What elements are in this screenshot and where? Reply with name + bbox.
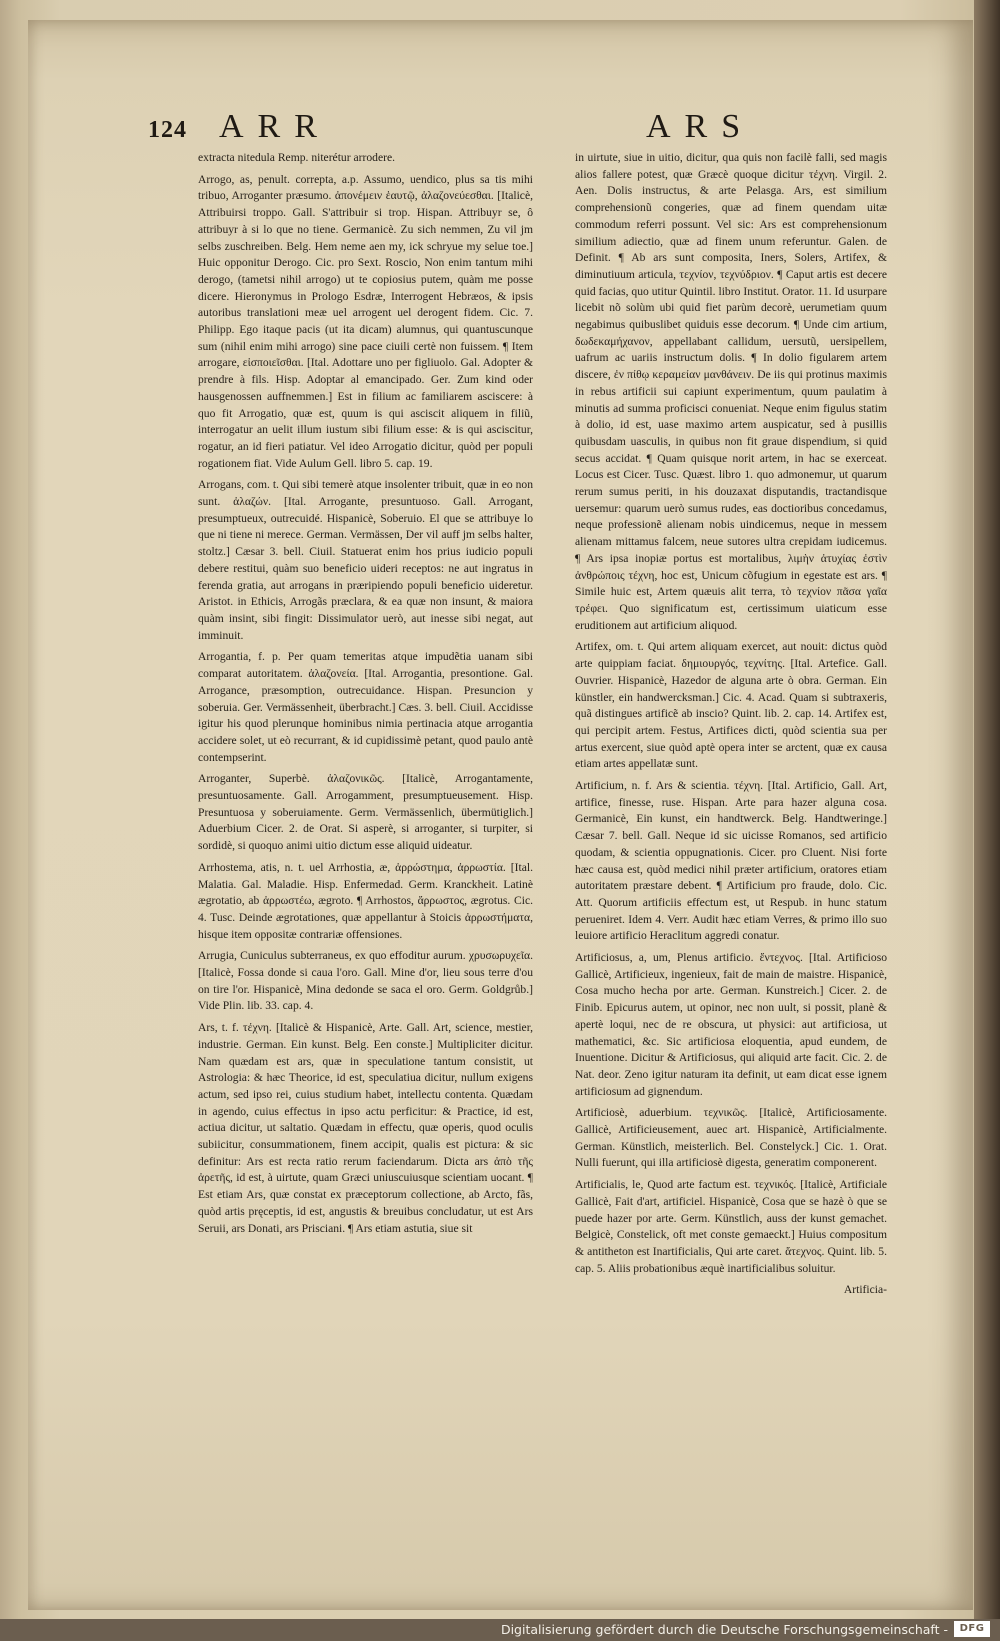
- dfg-logo: DFG: [954, 1621, 990, 1637]
- page-number: 124: [148, 117, 187, 143]
- dictionary-entry: Artificiosus, a, um, Plenus artificio. ἔντεχνος. [Ital. Artificioso Gallicè, Artificieux, ingenieux, fait de main de maistre. Hispanicè, Cosa mucho hecha por arte. German. Kunstreich.] Cicer. 2. de Finib. Epicurus autem, ut opinor, nec non uult, si possit, planè & apertè loqui, nec de re obscura, ut physici: aut artificiosa, ut mathematici, &c. Sic artificiosa eloquentia, apud eundem, de Inuentione. Dicitur & Artificiosus, qui aliquid arte facit. Cic. 2. de Nat. deor. Zeno igitur naturam ita definit, ut eam dicat esse ignem artificiosum ad gignendum.: [575, 951, 887, 1098]
- dictionary-entry: Arrogo, as, penult. correpta, a.p. Assumo, uendico, plus sa tis mihi tribuo, Arroganter præsumo. ἀπονέμειν ἑαυτῷ, ἀλαζονεύεσθαι. [Italicè, Attribuirsi troppo. Gall. S'attribuir si trop. Hispan. Attribuyr se, ô attribuyr à si lo que no tiene. Germanicè. Zu sich nemmen, Zu vil jm selbs zuschreiben. Belg. Hem neme aen my, ick schryue my selue toe.] Huic opponitur Derogo. Cic. pro Sext. Roscio, Non enim tantum mihi derogo, (tametsi nihil arrogo) ut te copiosius putem, quàm me posse dicere. Hieronymus in Prologo Esdræ, Interrogent Hebræos, & ipsis autoribus translationi meæ uel arrogent uel derogent fidem. Cic. 7. Philipp. Ego itaque pacis (ut ita dicam) alumnus, qui quantuscunque sum (nihil enim mihi arrogo) sine pace ciuili certè non fuissem. ¶ Item arrogare, εἰσποιεῖσθαι. [Ital. Adottare uno per figliuolo. Gal. Adopter & prendre à fils. Hisp. Adoptar al emancipado. Ger. Zum kind oder hausgenossen auffnemmen.] Est in filium ac familiarem asciscere: à quo fit Arrogatio, quæ est, quum is qui asciscit aliquem in filiũ, interrogatur an uelit illum iustum sibi filium esse: & is qui asciscitur, rogatur, an id fieri patiatur. Vel ideo Arrogatio dicitur, quòd per populi rogationem fiat. Vide Aulum Gell. libro 5. cap. 19.: [198, 172, 533, 470]
- left-header: [148, 108, 331, 146]
- right-column: [575, 150, 887, 1311]
- dictionary-entry: Arrogans, com. t. Qui sibi temerè atque insolenter tribuit, quæ in eo non sunt. ἀλαζών. [Ital. Arrogante, presuntuoso. Gall. Arrogant, presumptueux, outrecuidé. Hispanicè, Soberuio. El que se attribuye lo que ni tiene ni merece. German. Vermässen, Der vil auff jm selbs halter, stoltz.] Cæsar 3. bell. Ciuil. Statuerat enim hos prius iudicio populi debere restitui, quàm suo beneficio uideri receptos: ne aut ingratus in ferenda gratia, aut arrogans in præripiendo populi beneficio uideretur. Aristot. in Ethicis, Arrogãs præclara, & ea quæ non insunt, & maiora quàm insint, sibi fingit: Dissimulator uerò, aut inesse sibi negat, aut imminuit.: [198, 478, 533, 642]
- dictionary-entry: Artifex, om. t. Qui artem aliquam exercet, aut nouit: dictus quòd arte quippiam faciat. δημιουργός, τεχνίτης. [Ital. Artefice. Gall. Ouvrier. Hispanicè, Hazedor de alguna arte ò obra. German. Ein künstler, ein handwercksman.] Cic. 4. Acad. Quam si subtraxeris, quã distingues artificẽ ab inscio? Quint. lib. 2. cap. 14. Artifex est, qui percipit artem. Festus, Artifices dicti, quòd scientia sua per artus exercent, siue quòd aptè opera inter se arctent, quæ ex causa etiam artes appellatæ sunt.: [575, 640, 887, 771]
- dictionary-entry: extracta nitedula Remp. niterétur arrodere.: [198, 151, 395, 164]
- dictionary-entry: Artificialis, le, Quod arte factum est. τεχνικός. [Italicè, Artificiale Gallicè, Fait d'art, artificiel. Hispanicè, Cosa que se hazè ò que se puede hazer por arte. Germ. Künstlich, auss der kunst gemachet. Belgicè, Constelick, oft met conste gemaeckt.] Huius compositum & antitheton est Inartificialis, Qui arte caret. ἄτεχνος. Quint. lib. 5. cap. 5. Aliis probationibus æquè inartificialibus soluitur.: [575, 1178, 887, 1275]
- right-header: [646, 108, 754, 146]
- running-head-right: ARS: [646, 108, 755, 145]
- catchword: Artificia-: [843, 1283, 887, 1297]
- book-spine-shadow: [974, 0, 1000, 1641]
- dictionary-entry: Artificium, n. f. Ars & scientia. τέχνη. [Ital. Artificio, Gall. Art, artifice, finesse, ruse. Hispan. Arte para hazer alguna cosa. Germanicè, Ein kunst, ein handtwerck. Belg. Handtweringe.] Cæsar 7. bell. Gall. Neque id sic uicisse Romanos, sed artificio quodam, & scientia oppugnationis. Cicer. pro Cluent. Nisi forte hæc causa est, quòd medici nihil præter artificium, oratores etiam autoritatem præstare debent. ¶ Artificium pro fraude, dolo. Cic. Att. Quorum artificiis effectum est, ut Respub. in hunc statum perueniret. Idem 4. Verr. Audit hæc etiam Verres, & primo illo suo leuiore artificio Heraclitum aggredi conatur.: [575, 779, 887, 943]
- running-head-left: ARR: [219, 108, 331, 145]
- dictionary-entry: Arrugia, Cuniculus subterraneus, ex quo effoditur aurum. χρυσωρυχεῖα. [Italicè, Fossa donde si caua l'oro. Gall. Mine d'or, lieu sous terre d'ou on tire l'or. Hispanicè, Mina dedonde se saca el oro. Germ. Goldgrůb.] Vide Plin. lib. 33. cap. 4.: [198, 949, 533, 1013]
- left-column: [198, 150, 533, 1242]
- dictionary-entry: Arrogantia, f. p. Per quam temeritas atque impudẽtia uanam sibi comparat autoritatem. ἀλαζονεία. [Ital. Arrogantia, presontione. Gal. Arrogance, præsomption, outrecuidance. Hispan. Presuncion y soberuia. Ger. Vermässenheit, überbracht.] Cæs. 3. bell. Ciuil. Accidisse igitur his quod plerunque hominibus nimia pertinacia atque arrogantia accidere solet, ut eò recurrant, & id cupidissimè petant, quod paulo antè contempserint.: [198, 650, 533, 764]
- dictionary-entry: Ars, t. f. τέχνη. [Italicè & Hispanicè, Arte. Gall. Art, science, mestier, industrie. German. Ein kunst. Belg. Een conste.] Multipliciter dicitur. Nam quædam est ars, quæ in speculatione tantum consistit, ut Astrologia: & hæc Theorice, id est, speculatiua dicitur, nullum exigens actum, sed ipso rei, cuius studium habet, intellectu contenta. Quædam in agendo, cuius effectus in ipso actu perficitur: & Practice, id est, actiua dicitur, ut saltatio. Quædam in effectu, quæ operis, quod oculis subiicitur, consummationem, finem accipit, qualis est pictura: & sic definitur: Ars est recta ratio rerum faciendarum. Dicta ars ἀπὸ τῆς ἀρετῆς, id est, à uirtute, quam Græci uniuscuiusque scientiam uocant. ¶ Est etiam Ars, quæ constat ex præceptorum collectione, ab Arcto, fãs, quòd artis pręceptis, id est, angustis & breuibus concludatur, ut est Ars Seruii, ars Donati, ars Prisciani. ¶ Ars etiam astutia, siue sit: [198, 1021, 533, 1235]
- dictionary-entry: Arrhostema, atis, n. t. uel Arrhostia, æ, ἀρρώστημα, ἀρρωστία. [Ital. Malatia. Gal. Maladie. Hisp. Enfermedad. Germ. Kranckheit. Latinè ægrotatio, ab ἀρρωστέω, ægroto. ¶ Arrhostos, ἄρρωστος, ægrotus. Cic. 4. Tusc. Deinde ægrotationes, quæ appellantur à Stoicis ἀρρωστήματα, hisque item oppositæ contrariæ offensiones.: [198, 860, 533, 941]
- dictionary-entry: Artificiosè, aduerbium. τεχνικῶς. [Italicè, Artificiosamente. Gallicè, Artificieusement, auec art. Hispanicè, Artificialmente. German. Künstlich, meisterlich. Bel. Constelyck.] Cic. 1. Orat. Nulli fuerunt, qui illa artificiosè digesta, generatim componerent.: [575, 1106, 887, 1170]
- dfg-credit: Digitalisierung gefördert durch die Deutsche Forschungsgemeinschaft -: [500, 1622, 948, 1637]
- dictionary-entry: Arroganter, Superbè. ἀλαζονικῶς. [Italicè, Arrogantamente, presuntuosamente. Gall. Arrogamment, presumptueusement. Hisp. Presuntuosa y soberuiamente. Germ. Vermässenlich, übermütiglich.] Aduerbium Cicer. 2. de Orat. Si asperè, si arroganter, si turpiter, si sordidè, si quoquo animi uitio dictum esse aliquid uideatur.: [198, 772, 533, 853]
- dictionary-entry: in uirtute, siue in uitio, dicitur, qua quis non facilè falli, sed magis alios fallere potest, quæ Græcè quoque dicitur τέχνη. Virgil. 2. Aen. Dolis instructus, & arte Pelasga. Ars, est similium comprehensionũ congeries, quæ ad finem quendam uitæ commodum referri possunt. Vel sic: Ars est comprehensionum similium adiectio, quæ ad finem unum referuntur. Galen. de Definit. ¶ Ab ars sunt composita, Iners, Solers, Artifex, & diminutiuum articula, τεχνίον, τεχνύδριον. ¶ Caput artis est decere quid facias, quo utitur Quintil. libro Institut. Orator. 11. Id usurpare licebit nõ solùm ubi quid fiet parùm decorè, uerumetiam quum negabimus quibuslibet quiduis esse decorum. ¶ Unde cim artium, δωδεκαμήχανον, appellabant callidum, uersutũ, uersipellem, uafrum ac uariis instructum dolis. ¶ In dolio figularem artem discere, ἐν πίθῳ κεραμείαν μανθάνειν. De iis qui protinus maximis in rebus artificii sui capiunt experimentum, quum paulatim à minutis ad summa proficisci conueniat. Neque enim figulus statim à dolio, id est, uase maximo artem auspicatur, sed à pusillis quibusdam uasculis, in quibus non fit graue dispendium, si quid secus accidat. ¶ Quam quisque norit artem, in hac se exerceat. Locus est Cicer. Tusc. Quæst. libro 1. quo admonemur, ut quarum rerum sumus periti, in his douzaxat disputandis, tractandisque uersemur: quarum uerò sumus rudes, eas doctioribus concedamus, neque professionẽ alienam nobis uindicemus, neque in messem alienam mittamus falcem, neue sutores ultra crepidam iudicemus. ¶ Ars ipsa inopiæ portus est mortalibus, λιμὴν ἀτυχίας ἐστὶν ἀνθρώποις τέχνη, hoc est, Unicum cõfugium in egestate est ars. ¶ Simile huic est, Artem quæuis alit terra, τὸ τεχνίον πᾶσα γαῖα τρέφει. Quo significatum est, certissimum uiaticum esse eruditionem aut artificium aliquod.: [575, 151, 887, 632]
